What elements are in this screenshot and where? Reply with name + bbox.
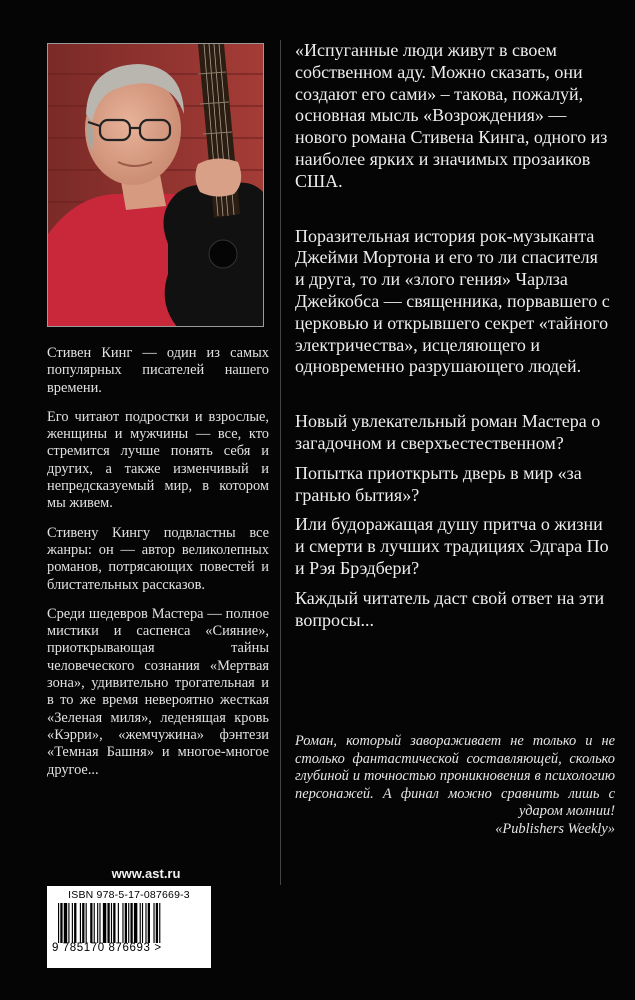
bio-paragraph: Его читают подростки и взрослые, женщины и мужчины — все, кто стремится лучше понять себя и других, а также изменчивый и непредсказуемый мир, в котором мы живем.	[47, 408, 269, 512]
question-4: Каждый читатель даст свой ответ на эти вопросы...	[295, 587, 605, 630]
review-source: «Publishers Weekly»	[495, 820, 615, 837]
barcode-bars	[52, 903, 206, 943]
author-photo	[47, 43, 264, 327]
question-1: Новый увлекательный роман Мастера о загадочном и сверхъестественном?	[295, 411, 601, 453]
publisher-url: www.ast.ru	[111, 866, 181, 881]
bio-paragraph: Стивену Кингу подвластны все жанры: он — автор великолепных романов, потрясающих повестей и блистательных рассказов.	[47, 524, 269, 593]
question-3: Или будоражащая душу притча о жизни и смерти в лучших традициях Эдгара По и Рэя Брэдбери?	[295, 514, 609, 578]
isbn-label: ISBN 978-5-17-087669-3	[68, 889, 190, 901]
barcode-digits: 9 785170 876693 >	[52, 942, 162, 954]
column-divider	[280, 40, 281, 885]
review-text: Роман, который завораживает не только и не столько фантастической составляющей, сколько глубиной и точностью проникновения в психологию персонажей. А финал можно сравнить лишь с ударом молнии!	[295, 733, 615, 819]
book-description	[295, 40, 611, 639]
question-2: Попытка приоткрыть дверь в мир «за гранью бытия»?	[295, 462, 582, 505]
author-bio	[47, 345, 269, 791]
description-story: Поразительная история рок-музыканта Джейми Мортона и его то ли спасителя и друга, то ли «злого гения» Чарлза Джейкобса — священника, порвавшего с церковью и открывшего секрет «тайного электричества», исцеляющего и одновременно разрушающего людей.	[295, 225, 610, 377]
bio-paragraph: Среди шедевров Мастера — полное мистики и саспенса «Сияние», приоткрывающая тайны человеческого сознания «Мертвая зона», удивительно трогательная и в то же время невероятно жесткая «Зеленая миля», леденящая кровь «Кэрри», «жемчужина» фэнтези «Темная Башня» и многое-многое другое...	[47, 605, 269, 778]
press-review	[295, 733, 615, 838]
bio-paragraph: Стивен Кинг — один из самых популярных писателей нашего времени.	[47, 345, 269, 396]
barcode-block	[47, 886, 211, 968]
description-intro: «Испуганные люди живут в своем собственном аду. Можно сказать, они создают его сами» – такова, пожалуй, основная мысль «Возрождения» — нового романа Стивена Кинга, одного из наиболее ярких и значимых прозаиков США.	[295, 40, 608, 191]
